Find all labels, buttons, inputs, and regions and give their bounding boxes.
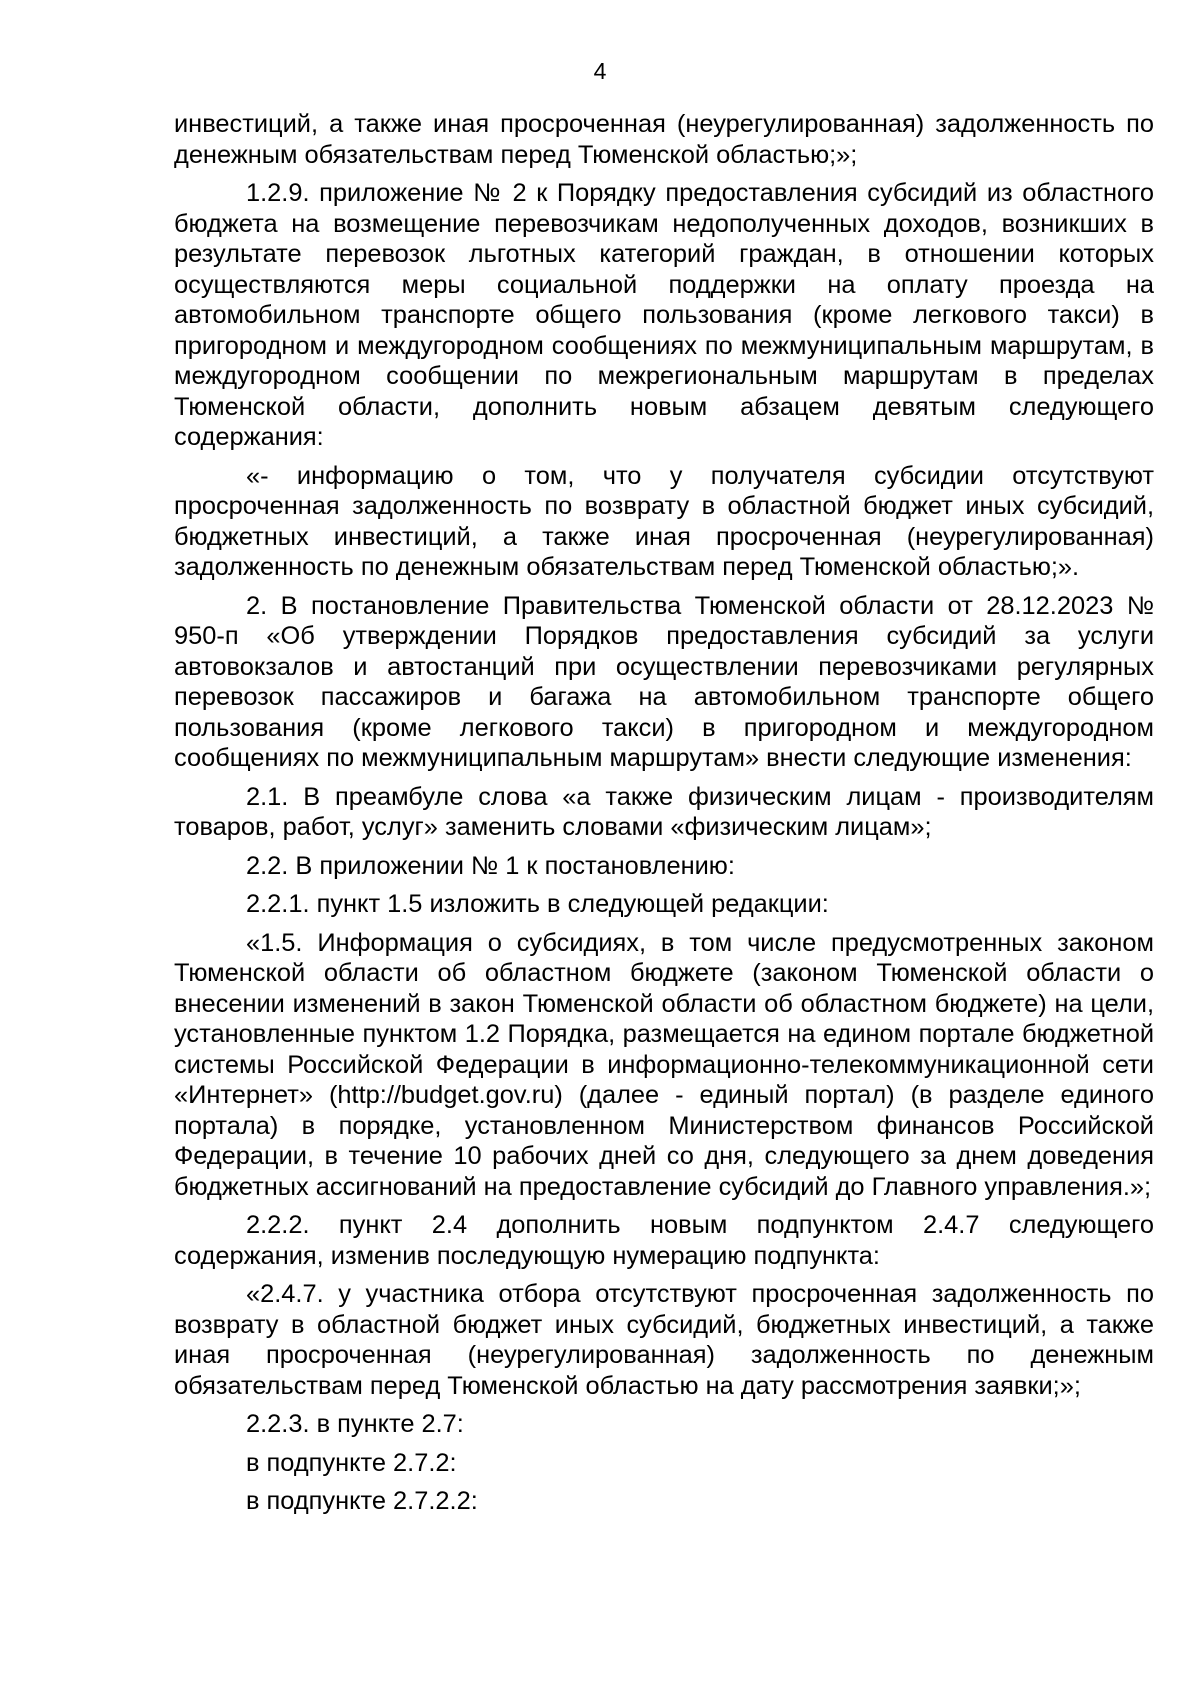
paragraph-quote-1-5: «1.5. Информация о субсидиях, в том числе предусмотренных законом Тюменской области об областном бюджете (законом Тюменской области о внесении изменений в закон Тюменской области об областном бюджете) на цели, установленные пунктом 1.2 Порядка, размещается на едином портале бюджетной системы Российской Федерации в информационно-телекоммуникационной сети «Интернет» (http://budget.gov.ru) (далее - единый портал) (в разделе единого портала) в порядке, установленном Министерством финансов Российской Федерации, в течение 10 рабочих дней со дня, следующего за днем доведения бюджетных ассигнований на предоставление субсидий до Главного управления.»; — [174, 928, 1154, 1201]
paragraph-2-2: 2.2. В приложении № 1 к постановлению: — [246, 851, 735, 880]
paragraph-quote-2-4-7: «2.4.7. у участника отбора отсутствуют просроченная задолженность по возврату в областной бюджет иных субсидий, бюджетных инвестиций, а также иная просроченная (неурегулированная) задолженность по денежным обязательствам перед Тюменской областью на дату рассмотрения заявки;»; — [174, 1280, 1154, 1400]
paragraph-2-2-3: 2.2.3. в пункте 2.7: — [246, 1410, 464, 1438]
document-body — [174, 109, 1154, 1525]
paragraph-2-1: 2.1. В преамбуле слова «а также физическим лицам - производителям товаров, работ, услуг» заменить словами «физическим лицам»; — [174, 782, 1154, 841]
paragraph-2-2-2: 2.2.2. пункт 2.4 дополнить новым подпунктом 2.4.7 следующего содержания, изменив последующую нумерацию подпункта: — [174, 1211, 1154, 1270]
paragraph-2-2-1: 2.2.1. пункт 1.5 изложить в следующей редакции: — [246, 890, 829, 918]
paragraph-quote-information: «- информацию о том, что у получателя субсидии отсутствуют просроченная задолженность по возврату в областной бюджет иных субсидий, бюджетных инвестиций, а также иная просроченная (неурегулированная) задолженность по денежным обязательствам перед Тюменской областью;». — [174, 461, 1154, 581]
paragraph-2: 2. В постановление Правительства Тюменской области от 28.12.2023 № 950-п «Об утверждении Порядков предоставления субсидий за услуги автовокзалов и автостанций при осуществлении перевозчиками регулярных перевозок пассажиров и багажа на автомобильном транспорте общего пользования (кроме легкового такси) в пригородном и междугородном сообщениях по межмуниципальным маршрутам» внести следующие изменения: — [174, 591, 1154, 772]
paragraph-subpoint-2-7-2-2: в подпункте 2.7.2.2: — [246, 1487, 478, 1515]
paragraph-1-2-9: 1.2.9. приложение № 2 к Порядку предоставления субсидий из областного бюджета на возмещение перевозчикам недополученных доходов, возникших в результате перевозок льготных категорий граждан, в отношении которых осуществляются меры социальной поддержки на оплату проезда на автомобильном транспорте общего пользования (кроме легкового такси) в пригородном и междугородном сообщениях по межмуниципальным маршрутам, в междугородном сообщении по межрегиональным маршрутам в пределах Тюменской области, дополнить новым абзацем девятым следующего содержания: — [174, 179, 1154, 451]
paragraph-continuation: инвестиций, а также иная просроченная (неурегулированная) задолженность по денежным обязательствам перед Тюменской областью;»; — [174, 110, 1154, 169]
paragraph-subpoint-2-7-2: в подпункте 2.7.2: — [246, 1448, 457, 1477]
page-number: 4 — [593, 58, 607, 84]
